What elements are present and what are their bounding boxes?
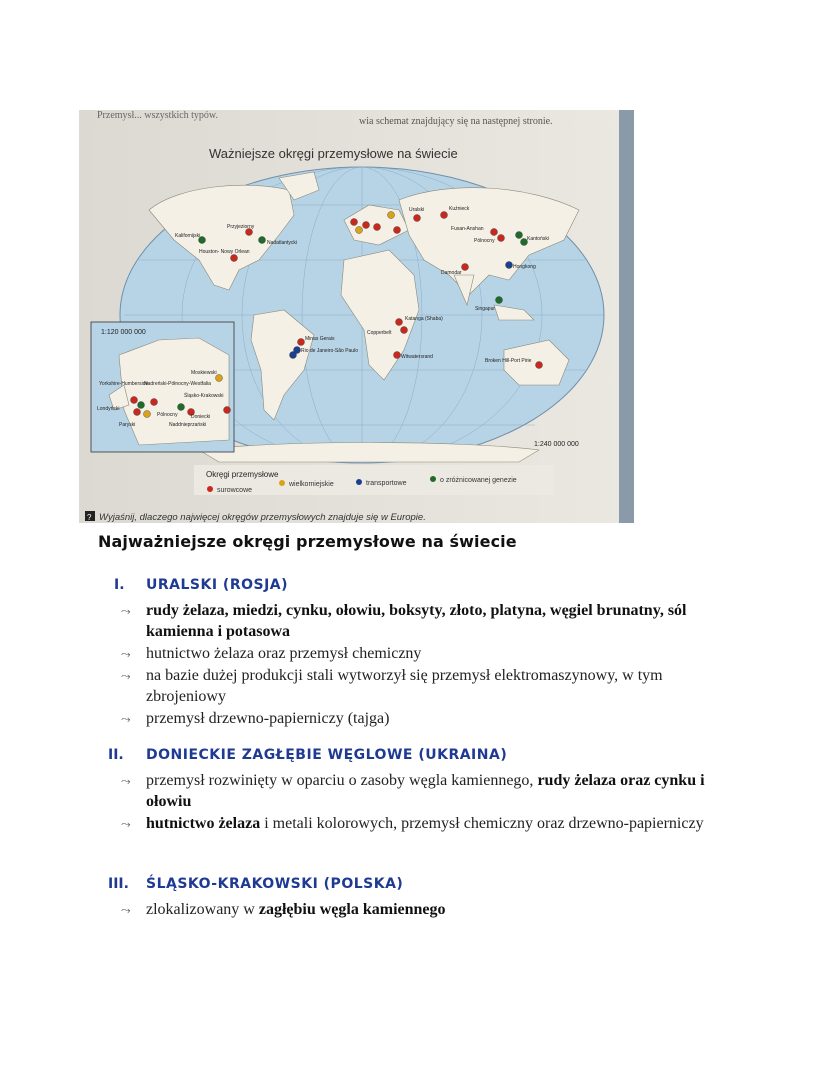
marker-houston (231, 255, 238, 262)
arrow-bullet-icon: ⤳ (121, 669, 131, 683)
map-photo (79, 110, 634, 523)
map-label: Broken Hill-Port Pirie (485, 358, 532, 364)
map-label: Doniecki (191, 414, 211, 420)
legend-label: surowcowe (217, 487, 253, 494)
main-heading: Najważniejsze okręgi przemysłowe na świecie (98, 532, 517, 551)
marker-kuzniecki (441, 212, 448, 219)
map-label: Damodar (441, 270, 462, 276)
section-title: DONIECKIE ZAGŁĘBIE WĘGLOWE (UKRAINA) (146, 747, 508, 763)
top-text-right: wia schemat znajdujący się na następnej stronie. (359, 116, 553, 127)
legend-label: transportowe (366, 480, 407, 487)
arrow-bullet-icon: ⤳ (121, 774, 131, 788)
map-label: Katanga (Shaba) (405, 316, 443, 322)
map-label: Przyjeziorny (227, 224, 255, 230)
marker-minas-gerais (298, 339, 305, 346)
svg-text:?: ? (87, 513, 92, 522)
map-label: Rio de Janeiro-São Paulo (301, 348, 358, 354)
marker-copperbelt (401, 327, 408, 334)
map-label: Houston- Nowy Orlean (199, 249, 250, 255)
map-title: Ważniejsze okręgi przemysłowe na świecie (209, 146, 458, 161)
marker-hongkong (506, 262, 513, 269)
map-label: Nadatlantycki (267, 240, 298, 246)
map-label: Naddnieprzański (169, 422, 207, 428)
list-item: ⤳ rudy żelaza, miedzi, cynku, ołowiu, boksyty, złoto, platyna, węgiel brunatny, sól kamienna i potasowa (121, 602, 687, 640)
section-title: ŚLĄSKO-KRAKOWSKI (POLSKA) (146, 876, 404, 892)
legend-label: wielkomiejskie (289, 481, 334, 488)
arrow-bullet-icon: ⤳ (121, 903, 131, 917)
map-label: Pólnocny (157, 412, 178, 418)
legend-swatch-surowcowe (207, 486, 213, 492)
marker-witwatersrand (394, 352, 401, 359)
marker-broken-hill (536, 362, 543, 369)
map-label: Paryski (119, 422, 136, 428)
list-item: ⤳ hutnictwo żelaza oraz przemysł chemiczny (0, 643, 736, 664)
legend-swatch-transportowe (356, 479, 362, 485)
map-label: Śląsko-Krakowski (184, 393, 224, 399)
map-label: Copperbelt (367, 330, 392, 336)
map-label: Kalifornijski (175, 233, 201, 239)
section-title: URALSKI (ROSJA) (146, 577, 289, 593)
section-number: III. (108, 876, 129, 892)
map-label: Nadreński-Północny-Westfalia (144, 381, 211, 387)
map-label: Kantoński (527, 236, 549, 242)
world-map-image (79, 110, 634, 523)
arrow-bullet-icon: ⤳ (121, 817, 131, 831)
list-item: ⤳ przemysł drzewno-papierniczy (tajga) (0, 708, 736, 729)
main-scale: 1:240 000 000 (534, 441, 579, 448)
map-question: Wyjaśnij, dlaczego najwięcej okręgów przemysłowych znajduje się w Europie. (99, 512, 426, 523)
legend-title: Okręgi przemysłowe (206, 470, 279, 479)
section-number: II. (108, 747, 124, 763)
arrow-bullet-icon: ⤳ (121, 712, 131, 726)
list-item: ⤳ hutnictwo żelaza i metali kolorowych, przemysł chemiczny oraz drzewno-papierniczy (0, 813, 736, 834)
list-item: ⤳ przemysł rozwinięty w oparciu o zasoby węgla kamiennego, rudy żelaza oraz cynku i ołowiu (121, 772, 705, 810)
map-label: Kuźnieck (449, 206, 470, 212)
inset-scale: 1:120 000 000 (101, 329, 146, 336)
marker-nadatlantycki (259, 237, 266, 244)
top-text-left: Przemysł... wszystkich typów. (97, 110, 219, 121)
marker-singapur (496, 297, 503, 304)
map-label: Londyński (97, 406, 120, 412)
marker-damodar (462, 264, 469, 271)
map-label: Pólnocny (474, 238, 495, 244)
section-doniecki (0, 747, 828, 834)
arrow-bullet-icon: ⤳ (121, 647, 131, 661)
arrow-bullet-icon: ⤳ (121, 604, 131, 618)
map-label: Fusan-Anshan (451, 226, 484, 232)
legend-swatch-wielkomiejskie (279, 480, 285, 486)
section-slasko-krakowski (0, 876, 828, 920)
map-label: Moskiewski (191, 370, 217, 376)
map-label: Witwatersrand (401, 354, 433, 360)
map-label: Uralski (409, 207, 425, 213)
marker-uralski (414, 215, 421, 222)
list-item: ⤳ zlokalizowany w zagłębiu węgla kamiennego (0, 899, 736, 920)
section-number: I. (114, 577, 125, 593)
legend-swatch-zroznicowane (430, 476, 436, 482)
map-label: Yorkshire-Humberside (99, 381, 149, 387)
map-label: Minas Gerais (305, 336, 335, 342)
section-uralski (0, 577, 828, 729)
legend-label: o zróżnicowanej genezie (440, 477, 517, 484)
map-label: Hongkong (513, 264, 536, 270)
map-label: Singapur (475, 306, 496, 312)
list-item: ⤳ na bazie dużej produkcji stali wytworzył się przemysł elektromaszynowy, w tym zbrojeniowy (121, 667, 663, 705)
